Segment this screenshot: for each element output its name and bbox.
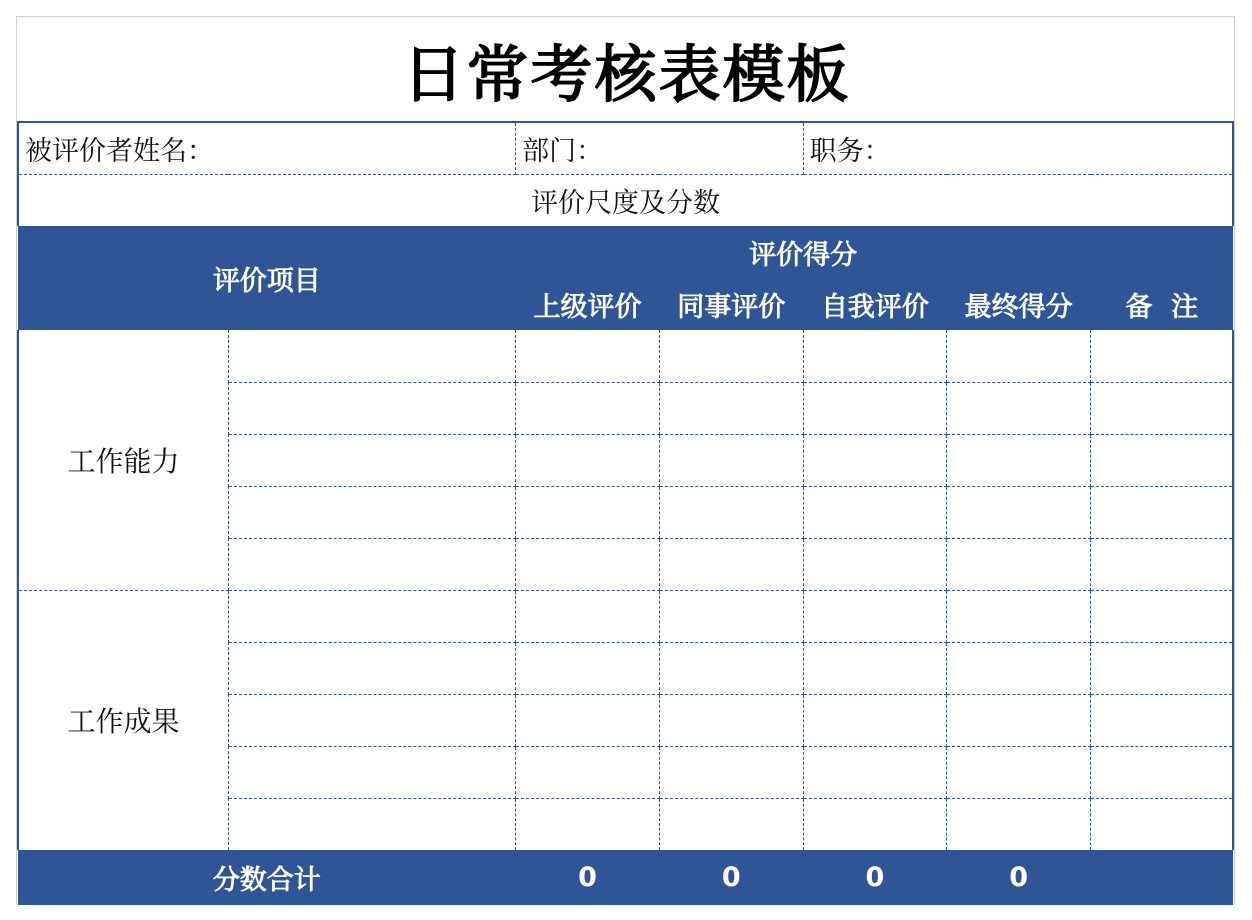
self-cell[interactable] — [803, 434, 947, 486]
remarks-cell[interactable] — [1091, 798, 1233, 850]
item-cell[interactable] — [228, 486, 515, 538]
position-field[interactable]: 职务： — [803, 122, 1233, 174]
item-cell[interactable] — [228, 382, 515, 434]
scale-row — [18, 174, 1233, 226]
score-group-header: 评价得分 — [516, 226, 1091, 278]
header-row-1 — [18, 226, 1233, 278]
item-cell[interactable] — [228, 330, 515, 382]
item-cell[interactable] — [228, 538, 515, 590]
self-cell[interactable] — [803, 590, 947, 642]
superior-cell[interactable] — [516, 434, 660, 486]
remarks-cell[interactable] — [1091, 746, 1233, 798]
remarks-cell[interactable] — [1091, 642, 1233, 694]
info-row — [18, 122, 1233, 174]
total-label: 分数合计 — [18, 850, 516, 905]
final-header: 最终得分 — [947, 278, 1091, 330]
superior-cell[interactable] — [516, 746, 660, 798]
table-row — [18, 590, 1233, 642]
remarks-header: 备 注 — [1091, 278, 1233, 330]
remarks-cell[interactable] — [1091, 590, 1233, 642]
total-remarks — [1091, 850, 1233, 905]
name-field[interactable]: 被评价者姓名： — [18, 122, 516, 174]
colleague-cell[interactable] — [659, 382, 803, 434]
self-cell[interactable] — [803, 642, 947, 694]
colleague-cell[interactable] — [659, 798, 803, 850]
total-colleague: 0 — [659, 850, 803, 905]
final-cell[interactable] — [947, 798, 1091, 850]
table-row — [18, 330, 1233, 382]
superior-cell[interactable] — [516, 382, 660, 434]
colleague-cell[interactable] — [659, 746, 803, 798]
self-cell[interactable] — [803, 382, 947, 434]
self-cell[interactable] — [803, 746, 947, 798]
colleague-cell[interactable] — [659, 642, 803, 694]
remarks-cell[interactable] — [1091, 486, 1233, 538]
final-cell[interactable] — [947, 434, 1091, 486]
colleague-cell[interactable] — [659, 538, 803, 590]
item-cell[interactable] — [228, 798, 515, 850]
self-cell[interactable] — [803, 798, 947, 850]
item-cell[interactable] — [228, 434, 515, 486]
item-cell[interactable] — [228, 590, 515, 642]
superior-cell[interactable] — [516, 538, 660, 590]
self-cell[interactable] — [803, 486, 947, 538]
colleague-header: 同事评价 — [659, 278, 803, 330]
total-row — [18, 850, 1233, 905]
colleague-cell[interactable] — [659, 486, 803, 538]
final-cell[interactable] — [947, 538, 1091, 590]
superior-cell[interactable] — [516, 486, 660, 538]
superior-cell[interactable] — [516, 590, 660, 642]
header-blank — [1091, 226, 1233, 278]
final-cell[interactable] — [947, 642, 1091, 694]
category-ability: 工作能力 — [18, 330, 228, 590]
total-self: 0 — [803, 850, 947, 905]
remarks-cell[interactable] — [1091, 694, 1233, 746]
evaluation-table — [17, 121, 1234, 905]
superior-cell[interactable] — [516, 642, 660, 694]
superior-cell[interactable] — [516, 798, 660, 850]
final-cell[interactable] — [947, 746, 1091, 798]
final-cell[interactable] — [947, 486, 1091, 538]
item-cell[interactable] — [228, 746, 515, 798]
remarks-cell[interactable] — [1091, 330, 1233, 382]
self-header: 自我评价 — [803, 278, 947, 330]
item-cell[interactable] — [228, 642, 515, 694]
item-column-header: 评价项目 — [18, 226, 516, 330]
superior-cell[interactable] — [516, 330, 660, 382]
item-cell[interactable] — [228, 694, 515, 746]
total-superior: 0 — [516, 850, 660, 905]
remarks-cell[interactable] — [1091, 434, 1233, 486]
dept-field[interactable]: 部门： — [516, 122, 803, 174]
page-title: 日常考核表模板 — [402, 37, 851, 111]
colleague-cell[interactable] — [659, 590, 803, 642]
remarks-cell[interactable] — [1091, 382, 1233, 434]
final-cell[interactable] — [947, 590, 1091, 642]
colleague-cell[interactable] — [659, 694, 803, 746]
self-cell[interactable] — [803, 330, 947, 382]
evaluation-sheet — [16, 16, 1235, 905]
final-cell[interactable] — [947, 382, 1091, 434]
total-final: 0 — [947, 850, 1091, 905]
final-cell[interactable] — [947, 694, 1091, 746]
superior-header: 上级评价 — [516, 278, 660, 330]
colleague-cell[interactable] — [659, 434, 803, 486]
scale-label: 评价尺度及分数 — [18, 174, 1233, 226]
self-cell[interactable] — [803, 538, 947, 590]
category-results: 工作成果 — [18, 590, 228, 850]
remarks-cell[interactable] — [1091, 538, 1233, 590]
colleague-cell[interactable] — [659, 330, 803, 382]
self-cell[interactable] — [803, 694, 947, 746]
superior-cell[interactable] — [516, 694, 660, 746]
final-cell[interactable] — [947, 330, 1091, 382]
